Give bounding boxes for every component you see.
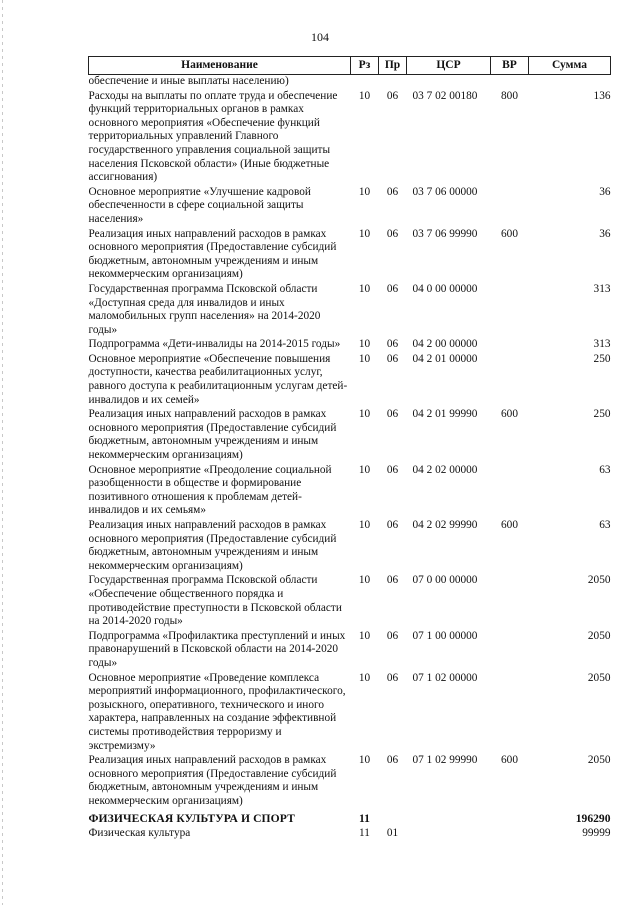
- page-number: 104: [311, 30, 329, 44]
- cell-csr: 03 7 06 99990: [412, 227, 478, 240]
- table-header: [89, 57, 611, 75]
- cell-csr: 03 7 02 00180: [412, 89, 478, 102]
- cell-vr: [491, 574, 529, 629]
- table-body: [89, 75, 611, 842]
- cell-vr: [491, 672, 529, 755]
- cell-sum: 136: [593, 89, 611, 102]
- header-csr: ЦСР: [407, 57, 491, 75]
- table-row: [89, 630, 611, 672]
- cell-csr: [407, 827, 491, 842]
- budget-table: [88, 56, 611, 842]
- cell-pr: 06: [386, 463, 399, 476]
- table-row: [89, 827, 611, 842]
- table-row: [89, 283, 611, 338]
- header-row: [89, 57, 611, 75]
- table-row: [89, 90, 611, 186]
- cell-pr: 01: [386, 827, 399, 840]
- cell-rz: 11: [359, 812, 370, 826]
- cell-rz: 10: [358, 282, 371, 295]
- cell-vr: [491, 630, 529, 672]
- cell-rz: 11: [359, 827, 370, 840]
- cell-pr: 06: [386, 574, 399, 587]
- cell-sum: 313: [593, 338, 611, 351]
- header-vr: ВР: [491, 57, 529, 75]
- cell-sum: 2050: [587, 574, 611, 587]
- cell-vr: [491, 283, 529, 338]
- cell-sum: 99999: [582, 827, 611, 840]
- cell-pr: 06: [386, 227, 399, 240]
- cell-rz: 10: [358, 352, 371, 365]
- cell-name: Государственная программа Псковской области «Доступная среда для инвалидов и иных маломобильных групп населения» на 2014-2020 годы»: [88, 282, 321, 336]
- table-row: [89, 353, 611, 408]
- cell-vr: 600: [501, 408, 518, 421]
- cell-sum: 196290: [575, 812, 611, 826]
- scan-edge-line: [2, 0, 3, 905]
- cell-vr: 600: [501, 754, 518, 767]
- cell-name: обеспечение и иные выплаты населению): [88, 75, 289, 87]
- cell-name: Основное мероприятие «Преодоление социальной разобщенности в обществе и формирование позитивного отношения к проблемам детей-инвалидов и их семьям»: [88, 463, 332, 517]
- cell-name: Основное мероприятие «Проведение комплекса мероприятий информационного, профилактического, розыскного, оперативного, технического и иного характера, направленных на создание эффективной системы противодействия терроризму и экстремизму»: [88, 671, 346, 752]
- cell-pr: 06: [386, 671, 399, 684]
- cell-sum: 250: [593, 352, 611, 365]
- cell-csr: 07 0 00 00000: [412, 574, 478, 587]
- cell-name: Реализация иных направлений расходов в рамках основного мероприятия (Предоставление субсидий бюджетным, автономным учреждениям и иным некоммерческим организациям): [88, 408, 337, 462]
- cell-name: Подпрограмма «Дети-инвалиды на 2014-2015 годы»: [88, 338, 341, 351]
- cell-sum: 2050: [587, 629, 611, 642]
- cell-rz: 10: [358, 185, 371, 198]
- table-row: [89, 228, 611, 283]
- cell-name: Основное мероприятие «Обеспечение повышения доступности, качества реабилитационных услуг, равного доступа к реабилитационным услугам детей-инвалидов и их семей»: [88, 352, 348, 406]
- table-row: [89, 338, 611, 353]
- cell-pr: [379, 75, 407, 90]
- cell-vr: [491, 338, 529, 353]
- cell-csr: 07 1 00 00000: [412, 629, 478, 642]
- table-row: [89, 408, 611, 463]
- cell-name: Подпрограмма «Профилактика преступлений и иных правонарушений в Псковской области на 2014-2020 годы»: [88, 629, 346, 669]
- header-pr: Пр: [379, 57, 407, 75]
- table-row: [89, 574, 611, 629]
- cell-vr: [491, 186, 529, 228]
- header-sum: Сумма: [529, 57, 611, 75]
- cell-pr: 06: [386, 754, 399, 767]
- cell-vr: [491, 809, 529, 827]
- cell-csr: 07 1 02 99990: [412, 754, 478, 767]
- cell-pr: [379, 809, 407, 827]
- cell-rz: 10: [358, 574, 371, 587]
- cell-csr: [407, 809, 491, 827]
- cell-rz: 10: [358, 227, 371, 240]
- cell-name: Реализация иных направлений расходов в рамках основного мероприятия (Предоставление субсидий бюджетным, автономным учреждениям и иным некоммерческим организациям): [88, 754, 337, 807]
- cell-sum: [529, 75, 611, 90]
- cell-csr: 04 2 00 00000: [412, 338, 478, 351]
- cell-rz: 10: [358, 671, 371, 684]
- table-row: [89, 186, 611, 228]
- cell-vr: [491, 353, 529, 408]
- cell-pr: 06: [386, 338, 399, 351]
- cell-csr: 03 7 06 00000: [412, 185, 478, 198]
- cell-vr: [491, 464, 529, 519]
- budget-table-container: [88, 56, 610, 842]
- table-row: [89, 519, 611, 574]
- cell-csr: 04 2 02 00000: [412, 463, 478, 476]
- table-row: [89, 75, 611, 90]
- cell-vr: 600: [501, 227, 518, 240]
- cell-pr: 06: [386, 185, 399, 198]
- cell-pr: 06: [386, 89, 399, 102]
- cell-pr: 06: [386, 352, 399, 365]
- cell-sum: 250: [593, 408, 611, 421]
- header-rz: Рз: [351, 57, 379, 75]
- cell-rz: [351, 75, 379, 90]
- cell-rz: 10: [358, 463, 371, 476]
- cell-vr: 600: [501, 519, 518, 531]
- cell-name: Физическая культура: [88, 827, 191, 840]
- cell-sum: 63: [599, 519, 611, 531]
- table-row: [89, 672, 611, 755]
- cell-rz: 10: [358, 89, 371, 102]
- cell-csr: 04 2 01 99990: [412, 408, 478, 421]
- cell-csr: 04 0 00 00000: [412, 282, 478, 295]
- table-row: [89, 754, 611, 809]
- cell-name: Государственная программа Псковской области «Обеспечение общественного порядка и противодействие преступности в Псковской области на 2014-2020 годы»: [88, 574, 342, 628]
- cell-csr: [407, 75, 491, 90]
- cell-sum: 2050: [587, 671, 611, 684]
- cell-pr: 06: [386, 519, 399, 531]
- cell-sum: 63: [599, 463, 611, 476]
- cell-pr: 06: [386, 629, 399, 642]
- cell-name: ФИЗИЧЕСКАЯ КУЛЬТУРА И СПОРТ: [88, 812, 295, 826]
- cell-csr: 07 1 02 00000: [412, 671, 478, 684]
- cell-sum: 36: [599, 185, 611, 198]
- cell-name: Основное мероприятие «Улучшение кадровой обеспеченности в сфере социальной защиты населения»: [88, 185, 311, 225]
- cell-name: Реализация иных направлений расходов в рамках основного мероприятия (Предоставление субсидий бюджетным, автономным учреждениям и иным некоммерческим организациям): [88, 519, 337, 572]
- cell-vr: [491, 75, 529, 90]
- cell-csr: 04 2 01 00000: [412, 352, 478, 365]
- section-row: [89, 809, 611, 827]
- cell-rz: 10: [358, 519, 371, 531]
- cell-vr: 800: [501, 89, 518, 102]
- cell-sum: 313: [593, 282, 611, 295]
- cell-pr: 06: [386, 408, 399, 421]
- cell-rz: 10: [358, 408, 371, 421]
- cell-sum: 36: [599, 227, 611, 240]
- cell-sum: 2050: [587, 754, 611, 767]
- header-name: Наименование: [89, 57, 351, 75]
- cell-csr: 04 2 02 99990: [412, 519, 478, 531]
- cell-name: Расходы на выплаты по оплате труда и обеспечение функций территориальных органов в рамках основного мероприятия «Обеспечение функций территориальных управлений Главного государственного управления социальной защиты населения Псковской области» (Иные бюджетные ассигнования): [88, 89, 338, 184]
- cell-pr: 06: [386, 282, 399, 295]
- table-row: [89, 464, 611, 519]
- cell-vr: [491, 827, 529, 842]
- cell-name: Реализация иных направлений расходов в рамках основного мероприятия (Предоставление субсидий бюджетным, автономным учреждениям и иным некоммерческим организациям): [88, 227, 337, 281]
- cell-rz: 10: [358, 754, 371, 767]
- cell-rz: 10: [358, 629, 371, 642]
- cell-rz: 10: [358, 338, 371, 351]
